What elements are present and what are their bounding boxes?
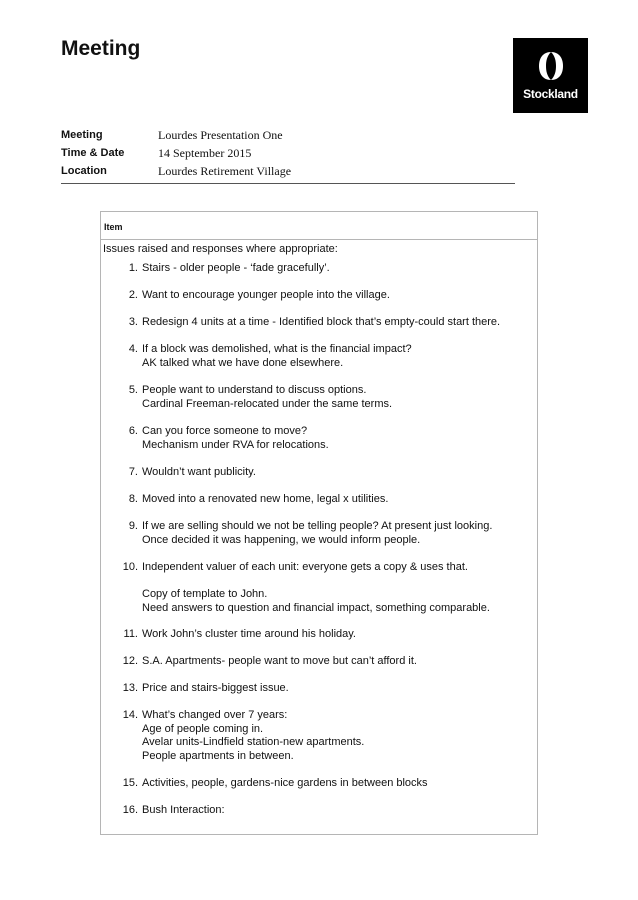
item-line: Stairs - older people - ‘fade gracefully’. bbox=[142, 262, 330, 274]
item-number: 4. bbox=[128, 343, 138, 355]
item-text bbox=[142, 316, 537, 330]
item-line: Redesign 4 units at a time - Identified block that’s empty-could start there. bbox=[142, 316, 501, 328]
item-number: 7. bbox=[128, 466, 138, 478]
minutes-table bbox=[100, 211, 538, 835]
item-text bbox=[142, 466, 537, 480]
meta-label: Meeting bbox=[61, 129, 103, 141]
item-text bbox=[142, 709, 537, 763]
meta-row-location bbox=[61, 164, 515, 182]
item-number: 12. bbox=[122, 655, 138, 667]
item-number: 13. bbox=[122, 682, 138, 694]
item-number: 15. bbox=[122, 777, 138, 789]
item-number: 1. bbox=[128, 262, 138, 274]
item-number: 10. bbox=[122, 561, 138, 573]
item-text bbox=[142, 493, 537, 507]
item-line: AK talked what we have done elsewhere. bbox=[142, 356, 344, 369]
intro-text: Issues raised and responses where appropriate: bbox=[103, 243, 338, 255]
item-line: Want to encourage younger people into the village. bbox=[142, 289, 390, 301]
item-text bbox=[142, 804, 537, 818]
item-line: What’s changed over 7 years: bbox=[142, 709, 288, 721]
item-text bbox=[142, 425, 537, 452]
item-line: Can you force someone to move? bbox=[142, 425, 308, 437]
item-line: Copy of template to John. bbox=[142, 588, 268, 600]
item-number: 6. bbox=[128, 425, 138, 437]
item-line: Bush Interaction: bbox=[142, 804, 225, 816]
item-text bbox=[142, 628, 537, 642]
list-item bbox=[101, 709, 537, 763]
stockland-logo bbox=[513, 38, 588, 113]
list-item bbox=[101, 682, 537, 696]
list-item bbox=[101, 561, 537, 575]
meta-row-meeting bbox=[61, 128, 515, 146]
list-item bbox=[101, 520, 537, 547]
stockland-swirl-icon bbox=[537, 50, 565, 82]
item-line: S.A. Apartments- people want to move but can’t afford it. bbox=[142, 655, 417, 667]
meta-value: Lourdes Retirement Village bbox=[158, 164, 292, 178]
item-text bbox=[142, 289, 537, 303]
list-item bbox=[101, 628, 537, 642]
item-line: Mechanism under RVA for relocations. bbox=[142, 438, 329, 451]
list-item bbox=[101, 588, 537, 615]
item-line: If a block was demolished, what is the financial impact? bbox=[142, 343, 412, 355]
table-header: Item bbox=[101, 212, 537, 240]
item-line: People want to understand to discuss options. bbox=[142, 384, 367, 396]
item-text bbox=[142, 588, 537, 615]
item-number: 16. bbox=[122, 804, 138, 816]
list-item bbox=[101, 777, 537, 791]
item-line: Activities, people, gardens-nice gardens in between blocks bbox=[142, 777, 428, 789]
item-line: Cardinal Freeman-relocated under the same terms. bbox=[142, 397, 393, 410]
item-number: 14. bbox=[122, 709, 138, 721]
item-text bbox=[142, 520, 537, 547]
item-number: 8. bbox=[128, 493, 138, 505]
meta-value: Lourdes Presentation One bbox=[158, 128, 283, 142]
item-number: 3. bbox=[128, 316, 138, 328]
item-line: Avelar units-Lindfield station-new apartments. bbox=[142, 736, 365, 749]
item-text bbox=[142, 343, 537, 370]
item-line: If we are selling should we not be telling people? At present just looking. bbox=[142, 520, 493, 532]
item-text bbox=[142, 384, 537, 411]
meta-row-time-date bbox=[61, 146, 515, 164]
item-number: 11. bbox=[123, 628, 138, 640]
item-number: 9. bbox=[128, 520, 138, 532]
item-text bbox=[142, 682, 537, 696]
list-item bbox=[101, 493, 537, 507]
list-item bbox=[101, 425, 537, 452]
list-item bbox=[101, 262, 537, 276]
divider bbox=[61, 183, 515, 184]
list-item bbox=[101, 384, 537, 411]
page-title: Meeting bbox=[61, 37, 141, 60]
meta-value: 14 September 2015 bbox=[158, 146, 252, 160]
item-line: People apartments in between. bbox=[142, 749, 294, 762]
meeting-details bbox=[61, 128, 515, 182]
item-line: Work John’s cluster time around his holiday. bbox=[142, 628, 356, 640]
item-text bbox=[142, 262, 537, 276]
meta-label: Time & Date bbox=[61, 147, 125, 159]
item-line: Price and stairs-biggest issue. bbox=[142, 682, 289, 694]
item-line: Need answers to question and financial impact, something comparable. bbox=[142, 601, 490, 614]
item-text bbox=[142, 777, 537, 791]
list-item bbox=[101, 343, 537, 370]
logo-wordmark: Stockland bbox=[523, 87, 578, 101]
item-line: Moved into a renovated new home, legal x utilities. bbox=[142, 493, 389, 505]
list-item bbox=[101, 804, 537, 818]
item-line: Independent valuer of each unit: everyone gets a copy & uses that. bbox=[142, 561, 468, 573]
list-item bbox=[101, 316, 537, 330]
item-number: 5. bbox=[128, 384, 138, 396]
item-text bbox=[142, 561, 537, 575]
list-item bbox=[101, 655, 537, 669]
list-item bbox=[101, 289, 537, 303]
list-item bbox=[101, 466, 537, 480]
item-number: 2. bbox=[128, 289, 138, 301]
meta-label: Location bbox=[61, 165, 107, 177]
item-text bbox=[142, 655, 537, 669]
item-line: Age of people coming in. bbox=[142, 722, 264, 735]
item-line: Once decided it was happening, we would inform people. bbox=[142, 533, 421, 546]
item-line: Wouldn’t want publicity. bbox=[142, 466, 256, 478]
